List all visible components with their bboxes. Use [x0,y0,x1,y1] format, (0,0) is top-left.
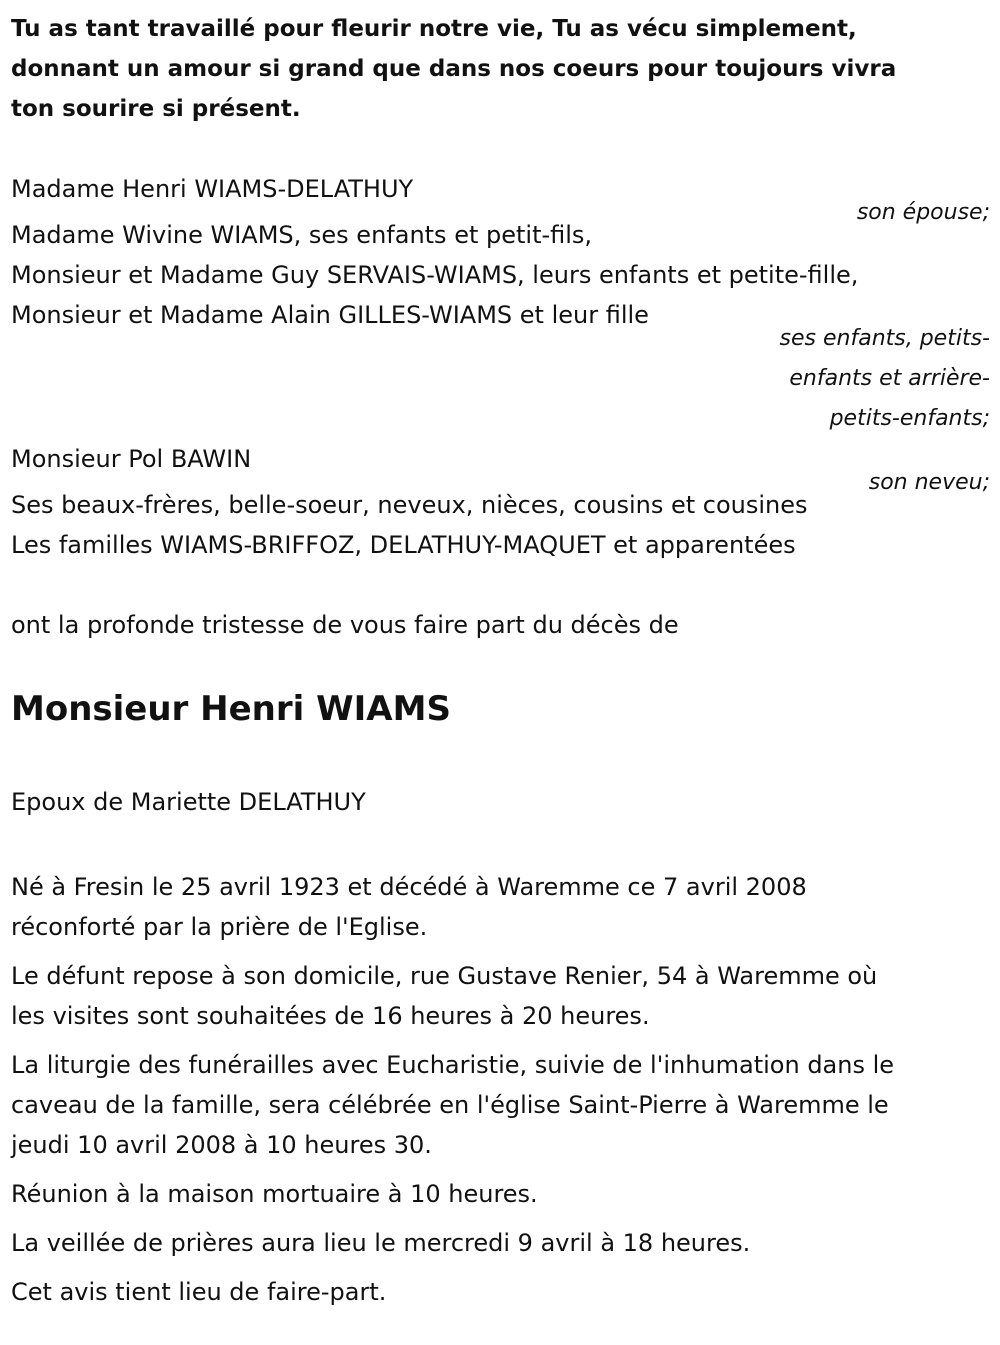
paragraph-notice [11,1272,990,1312]
paragraph-line: caveau de la famille, sera célébrée en l'église Saint-Pierre à Waremme le [11,1091,889,1119]
nephew-role: son neveu; [868,470,990,495]
paragraph-funeral [11,1045,990,1165]
paragraph-visitation [11,956,990,1036]
paragraph-line: réconforté par la prière de l'Eglise. [11,913,428,941]
child-line: Monsieur et Madame Alain GILLES-WIAMS et leur fille [11,301,649,329]
family-list [11,169,990,565]
paragraph-birth-death [11,867,990,947]
poem-line: Tu as tant travaillé pour fleurir notre vie, Tu as vécu simplement, [11,16,857,42]
paragraph-line: Né à Fresin le 25 avril 1923 et décédé à Waremme ce 7 avril 2008 [11,873,807,901]
poem-line: ton sourire si présent. [11,96,301,122]
child-line: Monsieur et Madame Guy SERVAIS-WIAMS, leurs enfants et petite-fille, [11,261,859,289]
spouse-role: son épouse; [856,200,990,225]
announcement: ont la profonde tristesse de vous faire part du décès de [11,611,679,639]
paragraph-line: Le défunt repose à son domicile, rue Gustave Renier, 54 à Waremme où [11,962,878,990]
paragraph-meeting [11,1174,990,1214]
paragraph-line: les visites sont souhaitées de 16 heures à 20 heures. [11,1002,650,1030]
deceased-spouse: Epoux de Mariette DELATHUY [11,788,366,816]
poem [11,0,990,129]
paragraph-line: Cet avis tient lieu de faire-part. [11,1278,387,1306]
paragraph-line: jeudi 10 avril 2008 à 10 heures 30. [11,1131,432,1159]
poem-line: donnant un amour si grand que dans nos coeurs pour toujours vivra [11,56,897,82]
children-role: ses enfants, petits- [779,326,990,351]
children-role: enfants et arrière- [789,366,990,391]
spouse-name: Madame Henri WIAMS-DELATHUY [11,175,414,203]
deceased-name: Monsieur Henri WIAMS [11,689,451,729]
nephew-name: Monsieur Pol BAWIN [11,445,252,473]
relatives-line: Les familles WIAMS-BRIFFOZ, DELATHUY-MAQUET et apparentées [11,531,796,559]
paragraph-vigil [11,1223,990,1263]
paragraph-line: La veillée de prières aura lieu le mercredi 9 avril à 18 heures. [11,1229,751,1257]
child-line: Madame Wivine WIAMS, ses enfants et petit-fils, [11,221,593,249]
paragraph-line: La liturgie des funérailles avec Eucharistie, suivie de l'inhumation dans le [11,1051,895,1079]
paragraph-line: Réunion à la maison mortuaire à 10 heures. [11,1180,538,1208]
relatives-line: Ses beaux-frères, belle-soeur, neveux, nièces, cousins et cousines [11,491,808,519]
children-role: petits-enfants; [829,406,990,431]
